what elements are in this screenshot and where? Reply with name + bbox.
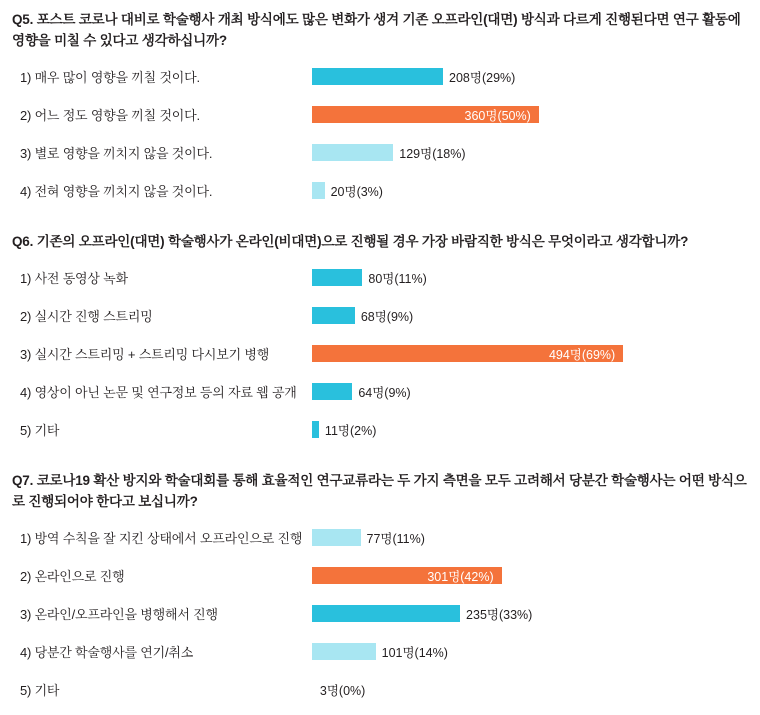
bar (312, 182, 325, 199)
chart-row (12, 58, 748, 96)
bar (312, 345, 623, 362)
bar-area (312, 671, 748, 709)
bar-value: 301명(42%) (427, 569, 494, 584)
question-block-q7 (12, 471, 748, 709)
bar-area (312, 373, 748, 411)
bar-area (312, 557, 748, 595)
chart-row (12, 595, 748, 633)
bar-value: 494명(69%) (548, 347, 616, 362)
bar-value: 360명(50%) (464, 108, 531, 123)
bar-area (312, 335, 748, 373)
row-label: 1) 매우 많이 영향을 끼칠 것이다. (20, 70, 200, 86)
chart-row (12, 297, 748, 335)
row-label: 5) 기타 (20, 423, 60, 439)
row-label: 1) 사전 동영상 녹화 (20, 271, 128, 287)
bar (312, 269, 362, 286)
bar-value: 11명(2%) (324, 423, 377, 438)
bar-value: 80명(11%) (368, 271, 427, 286)
bar-area (312, 633, 748, 671)
bar (312, 605, 460, 622)
bar (312, 144, 393, 161)
bar-area (312, 595, 748, 633)
row-label: 3) 온라인/오프라인을 병행해서 진행 (20, 607, 218, 623)
chart-row (12, 671, 748, 709)
bar (312, 68, 443, 85)
question-block-q6 (12, 232, 748, 449)
q7-bar-rows (12, 519, 748, 709)
row-label: 3) 별로 영향을 끼치지 않을 것이다. (20, 146, 213, 162)
bar (312, 307, 355, 324)
chart-row (12, 411, 748, 449)
bar-area (312, 172, 748, 210)
row-label: 4) 당분간 학술행사를 연기/취소 (20, 645, 194, 661)
bar-value: 235명(33%) (466, 607, 533, 622)
bar-value: 68명(9%) (360, 309, 414, 324)
bar-value: 20명(3%) (330, 184, 383, 199)
chart-row (12, 335, 748, 373)
row-label: 1) 방역 수칙을 잘 지킨 상태에서 오프라인으로 진행 (20, 531, 303, 547)
bar-area (312, 519, 748, 557)
bar-value: 64명(9%) (358, 385, 411, 400)
q5-title: Q5. 포스트 코로나 대비로 학술행사 개최 방식에도 많은 변화가 생겨 기존 오프라인(대면) 방식과 다르게 진행된다면 연구 활동에 영향을 미칠 수 있다고 생각하십니까? (12, 12, 741, 48)
chart-row (12, 96, 748, 134)
row-label: 3) 실시간 스트리밍 + 스트리밍 다시보기 병행 (20, 347, 270, 363)
bar-value: 3명(0%) (319, 683, 366, 698)
bar-value: 101명(14%) (381, 645, 448, 660)
bar (312, 643, 376, 660)
q6-title: Q6. 기존의 오프라인(대면) 학술행사가 온라인(비대면)으로 진행될 경우 가장 바람직한 방식은 무엇이라고 생각합니까? (12, 233, 689, 249)
chart-row (12, 557, 748, 595)
bar-area (312, 297, 748, 335)
chart-row (12, 373, 748, 411)
q7-title: Q7. 코로나19 확산 방지와 학술대회를 통해 효율적인 연구교류라는 두 가지 측면을 모두 고려해서 당분간 학술행사는 어떤 방식으로 진행되어야 한다고 보십니까? (12, 472, 747, 509)
row-label: 2) 온라인으로 진행 (20, 569, 125, 585)
row-label: 4) 영상이 아닌 논문 및 연구정보 등의 자료 웹 공개 (20, 385, 297, 401)
section-spacer (12, 216, 748, 232)
bar-area (312, 411, 748, 449)
bar (312, 421, 319, 438)
bar-value: 129명(18%) (399, 146, 466, 161)
chart-row (12, 172, 748, 210)
section-spacer (12, 455, 748, 471)
question-block-q5 (12, 10, 748, 210)
bar-area (312, 96, 748, 134)
bar (312, 383, 352, 400)
bar-area (312, 134, 748, 172)
row-label: 2) 실시간 진행 스트리밍 (20, 309, 153, 325)
row-label: 2) 어느 정도 영향을 끼칠 것이다. (20, 108, 200, 124)
row-label: 4) 전혀 영향을 끼치지 않을 것이다. (20, 184, 213, 200)
q6-bar-rows (12, 259, 748, 449)
bar-area (312, 58, 748, 96)
chart-row (12, 259, 748, 297)
bar-area (312, 259, 748, 297)
chart-row (12, 134, 748, 172)
bar (312, 106, 539, 123)
chart-row (12, 519, 748, 557)
bar (312, 567, 502, 584)
bar (312, 529, 361, 546)
chart-row (12, 633, 748, 671)
bar-value: 208명(29%) (449, 70, 516, 85)
q5-bar-rows (12, 58, 748, 210)
row-label: 5) 기타 (20, 683, 60, 699)
bar-value: 77명(11%) (366, 531, 425, 546)
